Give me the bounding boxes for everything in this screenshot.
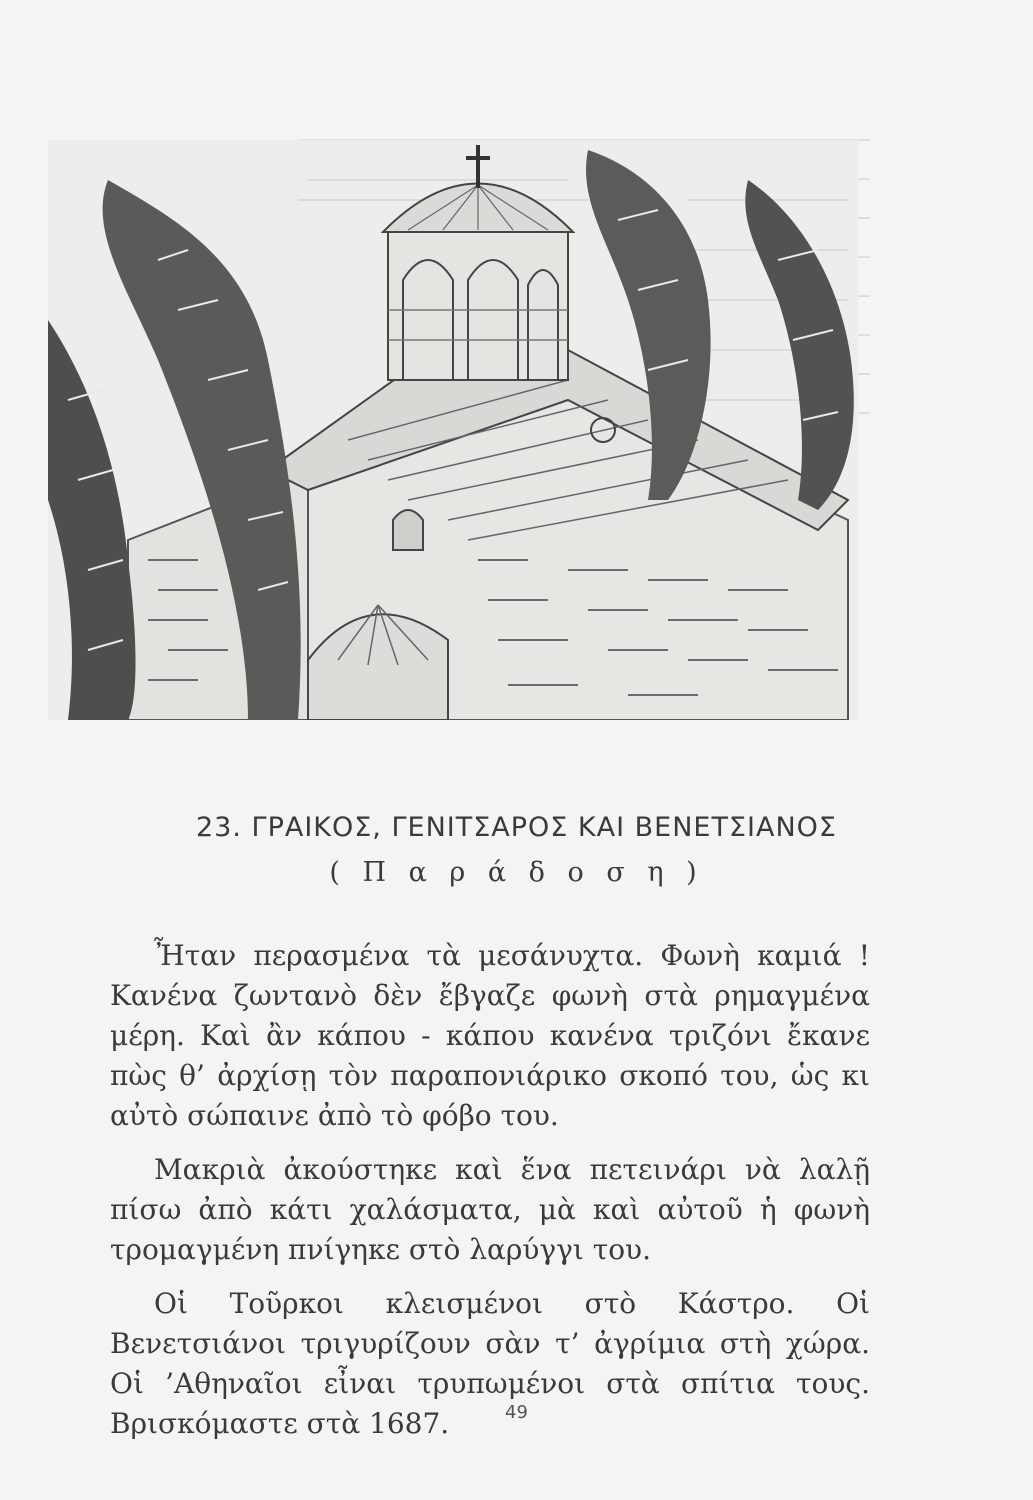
paragraph: Μακριὰ ἀκούστηκε καὶ ἕνα πετεινάρι νὰ λαλῇ πίσω ἀπὸ κάτι χαλάσματα, μὰ καὶ αὐτοῦ ἡ φωνὴ τρομαγμένη πνίγηκε στὸ λαρύγγι του.: [110, 1153, 870, 1266]
body-text: [110, 936, 870, 1458]
church-illustration: [48, 140, 858, 720]
page-number: 49: [505, 1402, 528, 1423]
chapter-subtitle: ( Π α ρ ά δ ο σ η ): [329, 857, 704, 888]
paragraph: Οἱ Τοῦρκοι κλεισμένοι στὸ Κάστρο. Οἱ Βενετσιάνοι τριγυρίζουν σὰν τ’ ἀγρίμια στὴ χώρα. Οἱ ’Αθηναῖοι εἶναι τρυπωμένοι στὰ σπίτια τους. Βρισκόμαστε στὰ 1687.: [110, 1287, 870, 1440]
bleed-through-texture: ――――――――――――――――――――――: [298, 124, 870, 154]
byzantine-church-drawing-icon: [48, 140, 858, 720]
paragraph: Ἦταν περασμένα τὰ μεσάνυχτα. Φωνὴ καμιά ! Κανένα ζωντανὸ δὲν ἔβγαζε φωνὴ στὰ ρημαγμένα μέρη. Καὶ ἂν κάπου - κάπου κανένα τριζόνι ἔκανε πὼς θ’ ἀρχίσῃ τὸν παραπονιάρικο σκοπό του, ὡς κι αὐτὸ σώπαινε ἀπὸ τὸ φόβο του.: [110, 939, 870, 1132]
chapter-title: 23. ΓΡΑΙΚΟΣ, ΓΕΝΙΤΣΑΡΟΣ ΚΑΙ ΒΕΝΕΤΣΙΑΝΟΣ: [196, 812, 837, 843]
